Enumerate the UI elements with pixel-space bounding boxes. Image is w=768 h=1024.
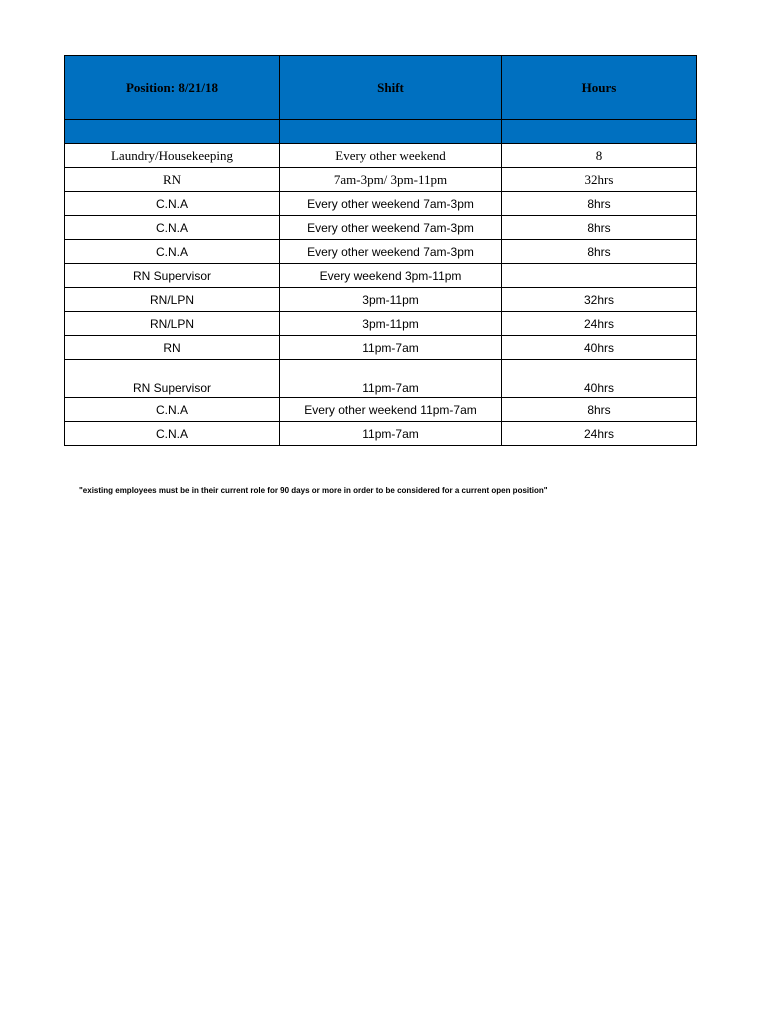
position-cell: C.N.A xyxy=(65,240,280,264)
hours-cell: 40hrs xyxy=(502,336,697,360)
table-row xyxy=(65,168,697,192)
hours-cell: 8hrs xyxy=(502,216,697,240)
shift-cell: 3pm-11pm xyxy=(280,312,502,336)
shift-cell: 11pm-7am xyxy=(280,422,502,446)
band-cell xyxy=(65,120,280,144)
table-row xyxy=(65,144,697,168)
hours-cell: 24hrs xyxy=(502,312,697,336)
shift-cell: Every other weekend xyxy=(280,144,502,168)
shift-cell: Every other weekend 7am-3pm xyxy=(280,240,502,264)
table-header-row xyxy=(65,56,697,120)
table-row xyxy=(65,398,697,422)
eligibility-note: "existing employees must be in their current role for 90 days or more in order to be considered for a current open position" xyxy=(79,486,548,495)
position-cell: C.N.A xyxy=(65,216,280,240)
hours-cell: 40hrs xyxy=(502,360,697,398)
shift-cell: Every other weekend 7am-3pm xyxy=(280,192,502,216)
position-cell: RN xyxy=(65,168,280,192)
position-cell: RN/LPN xyxy=(65,312,280,336)
table-row xyxy=(65,422,697,446)
band-cell xyxy=(502,120,697,144)
header-position: Position: 8/21/18 xyxy=(65,56,280,120)
header-shift: Shift xyxy=(280,56,502,120)
header-band-row xyxy=(65,120,697,144)
position-cell: C.N.A xyxy=(65,422,280,446)
hours-cell: 32hrs xyxy=(502,168,697,192)
position-cell: Laundry/Housekeeping xyxy=(65,144,280,168)
shift-cell: Every weekend 3pm-11pm xyxy=(280,264,502,288)
table-row xyxy=(65,312,697,336)
table-row xyxy=(65,360,697,398)
shift-cell: Every other weekend 11pm-7am xyxy=(280,398,502,422)
table-row xyxy=(65,216,697,240)
hours-cell: 8 xyxy=(502,144,697,168)
position-cell: RN/LPN xyxy=(65,288,280,312)
hours-cell: 32hrs xyxy=(502,288,697,312)
table-row xyxy=(65,240,697,264)
hours-cell: 24hrs xyxy=(502,422,697,446)
position-cell: C.N.A xyxy=(65,192,280,216)
open-positions-table xyxy=(64,55,697,446)
position-cell: C.N.A xyxy=(65,398,280,422)
table-row xyxy=(65,264,697,288)
hours-cell: 8hrs xyxy=(502,240,697,264)
position-cell: RN xyxy=(65,336,280,360)
table-row xyxy=(65,288,697,312)
shift-cell: 11pm-7am xyxy=(280,336,502,360)
hours-cell: 8hrs xyxy=(502,398,697,422)
hours-cell: 8hrs xyxy=(502,192,697,216)
shift-cell: 3pm-11pm xyxy=(280,288,502,312)
shift-cell: 7am-3pm/ 3pm-11pm xyxy=(280,168,502,192)
shift-cell: 11pm-7am xyxy=(280,360,502,398)
table-row xyxy=(65,336,697,360)
header-hours: Hours xyxy=(502,56,697,120)
hours-cell xyxy=(502,264,697,288)
band-cell xyxy=(280,120,502,144)
position-cell: RN Supervisor xyxy=(65,264,280,288)
table-row xyxy=(65,192,697,216)
position-cell: RN Supervisor xyxy=(65,360,280,398)
shift-cell: Every other weekend 7am-3pm xyxy=(280,216,502,240)
open-positions-sheet xyxy=(64,55,696,446)
